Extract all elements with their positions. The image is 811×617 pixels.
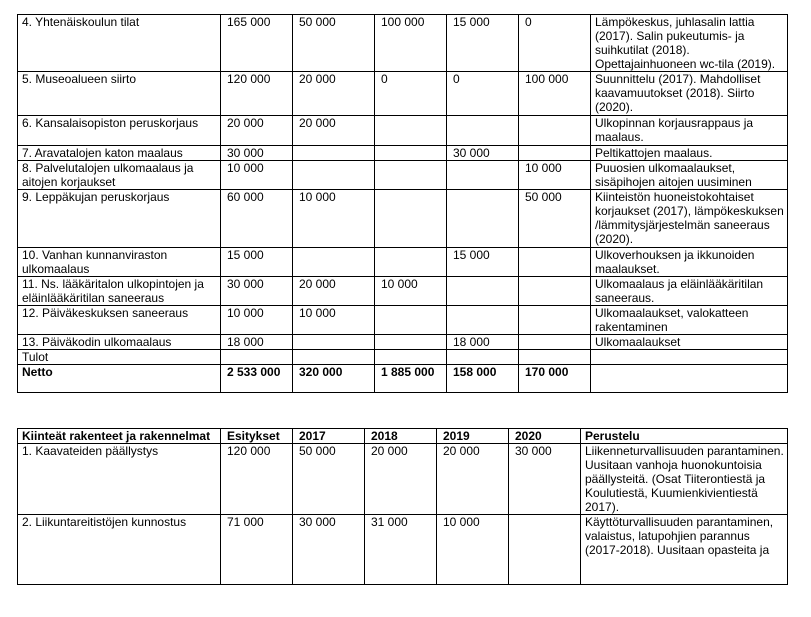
table-cell: Puuosien ulkomaalaukset, sisäpihojen aitojen uusiminen [591,161,788,190]
table-cell: 165 000 [221,15,293,72]
table-cell: 100 000 [375,15,447,72]
table-cell: 13. Päiväkodin ulkomaalaus [18,335,221,350]
table-cell: 60 000 [221,190,293,248]
table-cell: 20 000 [293,116,375,146]
table-cell: 20 000 [293,72,375,116]
table-cell: 0 [447,72,519,116]
table-cell: Ulkomaalaus ja eläinlääkäritilan saneeraus. [591,277,788,306]
table-cell: 10 000 [293,190,375,248]
table-cell: 15 000 [447,248,519,277]
table-cell: 50 000 [293,444,365,515]
table-row [18,72,788,116]
header-2017: 2017 [293,429,365,444]
table-row [18,306,788,335]
table-cell [375,248,447,277]
table-cell: 120 000 [221,72,293,116]
table-cell: 30 000 [221,146,293,161]
header-2019: 2019 [437,429,509,444]
table-cell [375,161,447,190]
table-cell [375,146,447,161]
table-cell: 30 000 [221,277,293,306]
header-2020: 2020 [509,429,581,444]
table-cell: 0 [519,15,591,72]
table-cell [519,146,591,161]
table-cell: 10 000 [519,161,591,190]
table-row [18,15,788,72]
table-cell: 10 000 [293,306,375,335]
table-cell: Kiinteistön huoneistokohtaiset korjaukset (2017), lämpökeskuksen /lämmitysjärjestelmän saneeraus (2020). [591,190,788,248]
table-cell: 1. Kaavateiden päällystys [18,444,221,515]
table-cell: 20 000 [437,444,509,515]
table-cell: Suunnittelu (2017). Mahdolliset kaavamuutokset (2018). Siirto (2020). [591,72,788,116]
table-cell [293,146,375,161]
table-cell: 20 000 [293,277,375,306]
table-cell [447,306,519,335]
table-cell: 7. Aravatalojen katon maalaus [18,146,221,161]
table-row [18,248,788,277]
table-cell: 2. Liikuntareitistöjen kunnostus [18,515,221,585]
header-justification: Perustelu [581,429,788,444]
table-row [18,161,788,190]
table-cell [293,248,375,277]
table-cell [519,335,591,350]
table-cell [375,116,447,146]
table-cell: 30 000 [447,146,519,161]
table-cell: 1 885 000 [375,365,447,393]
table-cell [375,190,447,248]
table-cell: 30 000 [509,444,581,515]
table-cell: Tulot [18,350,221,365]
table-cell [293,335,375,350]
table-cell: 8. Palvelutalojen ulkomaalaus ja aitojen korjaukset [18,161,221,190]
investment-table [17,14,788,393]
table-cell [447,277,519,306]
table-row [18,335,788,350]
table-row [18,515,788,585]
table-cell [221,350,293,365]
table-cell [509,515,581,585]
table-cell: 31 000 [365,515,437,585]
table-cell [447,350,519,365]
table-cell [447,190,519,248]
table-cell: 10 000 [221,161,293,190]
table-cell: Peltikattojen maalaus. [591,146,788,161]
table-cell: 6. Kansalaisopiston peruskorjaus [18,116,221,146]
table-cell: 5. Museoalueen siirto [18,72,221,116]
table-cell: 120 000 [221,444,293,515]
table-cell [519,350,591,365]
table-cell [591,365,788,393]
table-cell: 10 000 [375,277,447,306]
table-cell: 15 000 [447,15,519,72]
table-cell [293,350,375,365]
table-cell: 320 000 [293,365,375,393]
table-cell [519,306,591,335]
table-row [18,116,788,146]
table-cell: Liikenneturvallisuuden parantaminen. Uusitaan vanhoja huonokuntoisia päällysteitä. (Osat Tiiterontiestä ja Koulutiestä, Kuumienkivientiestä 2017). [581,444,788,515]
table-cell: 10 000 [437,515,509,585]
table-cell: Lämpökeskus, juhlasalin lattia (2017). Salin pukeutumis- ja suihkutilat (2018). Opettajainhuoneen wc-tila (2019). [591,15,788,72]
table-cell: 0 [375,72,447,116]
table-row [18,277,788,306]
table-cell: 170 000 [519,365,591,393]
table-cell: 100 000 [519,72,591,116]
table-cell [519,248,591,277]
table-cell [375,306,447,335]
table-cell: 2 533 000 [221,365,293,393]
table-cell: Ulkopinnan korjausrappaus ja maalaus. [591,116,788,146]
table-cell: 20 000 [221,116,293,146]
table-row [18,365,788,393]
table-cell: 15 000 [221,248,293,277]
table-cell: Ulkomaalaukset [591,335,788,350]
table-row [18,444,788,515]
table-row [18,350,788,365]
table-cell [447,161,519,190]
table-cell: 11. Ns. lääkäritalon ulkopintojen ja eläinlääkäritilan saneeraus [18,277,221,306]
table-cell: Netto [18,365,221,393]
table-row [18,190,788,248]
table-cell: 4. Yhtenäiskoulun tilat [18,15,221,72]
table-cell: 71 000 [221,515,293,585]
table-row [18,146,788,161]
table-cell: 30 000 [293,515,365,585]
table-cell [375,350,447,365]
table-cell: 158 000 [447,365,519,393]
table-cell: 18 000 [221,335,293,350]
table-cell [519,277,591,306]
table-cell [447,116,519,146]
table-cell: Käyttöturvallisuuden parantaminen, valaistus, latupohjien parannus (2017-2018). Uusitaan opasteita ja [581,515,788,585]
table-cell: 9. Leppäkujan peruskorjaus [18,190,221,248]
table-cell [591,350,788,365]
table-cell: 20 000 [365,444,437,515]
table-cell: 10. Vanhan kunnanviraston ulkomaalaus [18,248,221,277]
table-cell: Ulkoverhouksen ja ikkunoiden maalaukset. [591,248,788,277]
header-proposals: Esitykset [221,429,293,444]
fixed-structures-table [17,428,788,585]
header-2018: 2018 [365,429,437,444]
table-cell: 50 000 [519,190,591,248]
table-cell: 12. Päiväkeskuksen saneeraus [18,306,221,335]
table-cell: 10 000 [221,306,293,335]
header-category: Kiinteät rakenteet ja rakennelmat [18,429,221,444]
table-cell: 18 000 [447,335,519,350]
table-cell [293,161,375,190]
table-cell: Ulkomaalaukset, valokatteen rakentaminen [591,306,788,335]
table-cell [519,116,591,146]
table-cell [375,335,447,350]
table-header-row [18,429,788,444]
table-cell: 50 000 [293,15,375,72]
